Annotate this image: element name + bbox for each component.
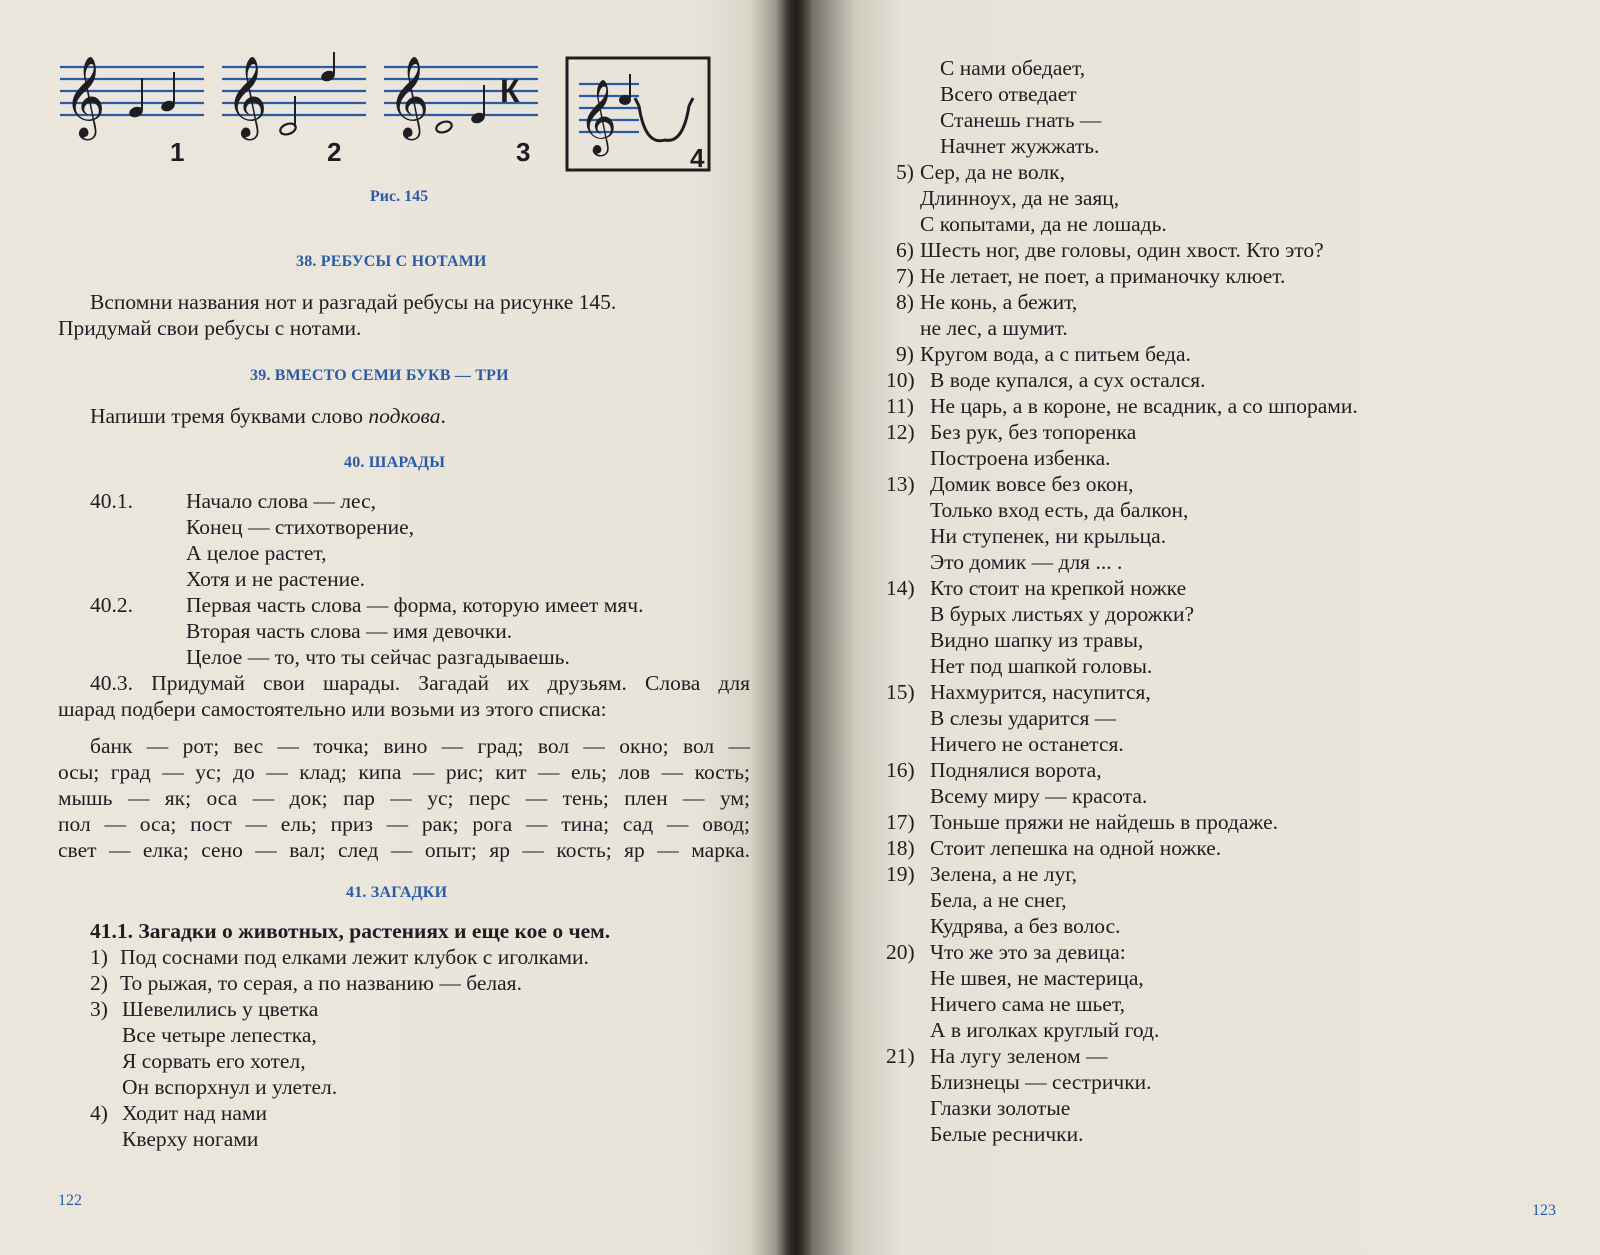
word-list-line: осы; град — ус; до — клад; кипа — рис; кит — ель; лов — кость; <box>58 760 750 784</box>
section-41-subheading: 41.1. Загадки о животных, растениях и еще кое о чем. <box>90 919 611 943</box>
riddle-line: Ходит над нами <box>122 1101 268 1125</box>
charade-line: Первая часть слова — форма, которую имеет мяч. <box>186 593 644 617</box>
riddle-line: Не конь, а бежит, <box>920 290 1078 314</box>
riddle-line: Зелена, а не луг, <box>930 862 1077 886</box>
rebus-label-1: 1 <box>170 137 185 167</box>
word-list-line: пол — оса; пост — ель; приз — рак; рога — тина; сад — овод; <box>58 812 750 836</box>
svg-text:𝄞: 𝄞 <box>64 55 106 137</box>
left-page <box>0 0 790 1255</box>
riddle-line: В бурых листьях у дорожки? <box>930 602 1195 626</box>
riddle-line: Видно шапку из травы, <box>930 628 1144 652</box>
riddle-line: Ничего сама не шьет, <box>930 992 1126 1016</box>
rebus-label-2: 2 <box>327 137 342 167</box>
riddle-line: В воде купался, а сух остался. <box>930 368 1206 392</box>
riddle-line: Всему миру — красота. <box>930 784 1148 808</box>
riddle-number: 6) <box>896 238 914 262</box>
riddle-line: Длинноух, да не заяц, <box>920 186 1120 210</box>
riddle-line: Начнет жужжать. <box>940 134 1100 158</box>
section-38-line-1: Вспомни названия нот и разгадай ребусы на рисунке 145. <box>90 290 617 314</box>
riddle-line: Все четыре лепестка, <box>122 1023 317 1047</box>
riddle-line: Кто стоит на крепкой ножке <box>930 576 1187 600</box>
riddle-line: Ничего не останется. <box>930 732 1124 756</box>
riddle-line: Домик вовсе без окон, <box>930 472 1134 496</box>
riddle-line: Бела, а не снег, <box>930 888 1067 912</box>
riddle-line: Не царь, а в короне, не всадник, а со шпорами. <box>930 394 1358 418</box>
riddle-line: Кудрява, а без волос. <box>930 914 1121 938</box>
riddle-line: Я сорвать его хотел, <box>122 1049 306 1073</box>
riddle-line: Близнецы — сестрички. <box>930 1070 1152 1094</box>
riddle-number: 16) <box>886 758 915 782</box>
word-list-line: свет — елка; сено — вал; след — опыт; яр — кость; яр — марка. <box>58 838 750 862</box>
riddle-line: Без рук, без топоренка <box>930 420 1137 444</box>
page-number-left: 122 <box>58 1192 82 1209</box>
charade-line: Вторая часть слова — имя девочки. <box>186 619 513 643</box>
riddle-line: Поднялися ворота, <box>930 758 1102 782</box>
riddle-number: 17) <box>886 810 915 834</box>
riddle-line: не лес, а шумит. <box>920 316 1068 340</box>
riddle-line: Глазки золотые <box>930 1096 1071 1120</box>
riddle-number: 14) <box>886 576 915 600</box>
riddle-number: 7) <box>896 264 914 288</box>
rebus-letter: К <box>500 73 520 109</box>
charade-line: Конец — стихотворение, <box>186 515 415 539</box>
riddle-number: 2) <box>90 971 108 995</box>
riddle-line: На лугу зеленом — <box>930 1044 1108 1068</box>
rebus-label-4: 4 <box>690 143 705 173</box>
charade-line: А целое растет, <box>186 541 327 565</box>
rebus-panel-3 <box>382 52 542 142</box>
charade-number: 40.2. <box>90 593 133 617</box>
riddle-line: В слезы ударится — <box>930 706 1117 730</box>
riddle-line: А в иголках круглый год. <box>930 1018 1160 1042</box>
riddle-line: Шевелились у цветка <box>122 997 319 1021</box>
charade-number: 40.1. <box>90 489 133 513</box>
charade-task-line-2: шарад подбери самостоятельно или возьми из этого списка: <box>58 697 607 721</box>
page-number-right: 123 <box>1532 1202 1556 1219</box>
riddle-line: Нет под шапкой головы. <box>930 654 1153 678</box>
riddle-line: Кверху ногами <box>122 1127 259 1151</box>
section-39-heading: 39. ВМЕСТО СЕМИ БУКВ — ТРИ <box>250 367 509 384</box>
riddle-line: Построена избенка. <box>930 446 1111 470</box>
riddle-line: Сер, да не волк, <box>920 160 1065 184</box>
riddle-number: 21) <box>886 1044 915 1068</box>
riddle-line: Под соснами под елками лежит клубок с иголками. <box>120 945 589 969</box>
svg-text:𝄞: 𝄞 <box>579 80 617 154</box>
word-list-line: мышь — як; оса — док; пар — ус; перс — тень; плен — ум; <box>58 786 750 810</box>
riddle-number: 11) <box>886 394 914 418</box>
riddle-line: То рыжая, то серая, а по названию — белая. <box>120 971 522 995</box>
svg-text:𝄞: 𝄞 <box>226 55 268 137</box>
riddle-number: 15) <box>886 680 915 704</box>
riddle-line: С нами обедает, <box>940 56 1086 80</box>
riddle-number: 19) <box>886 862 915 886</box>
riddle-line: Кругом вода, а с питьем беда. <box>920 342 1191 366</box>
riddle-number: 3) <box>90 997 108 1021</box>
riddle-line: Ни ступенек, ни крыльца. <box>930 524 1167 548</box>
section-39-text: Напиши тремя буквами слово подкова. <box>90 404 446 428</box>
riddle-line: Он вспорхнул и улетел. <box>122 1075 338 1099</box>
riddle-line: Не швея, не мастерица, <box>930 966 1144 990</box>
section-38-line-2: Придумай свои ребусы с нотами. <box>58 316 362 340</box>
charade-line: Начало слова — лес, <box>186 489 377 513</box>
riddle-line: Всего отведает <box>940 82 1077 106</box>
charade-line: Хотя и не растение. <box>186 567 366 591</box>
right-page <box>790 0 1600 1255</box>
charade-task-line-1: 40.3. Придумай свои шарады. Загадай их друзьям. Слова для <box>90 671 750 695</box>
rebus-panel-2 <box>220 52 370 142</box>
section-41-heading: 41. ЗАГАДКИ <box>346 884 448 901</box>
riddle-line: Не летает, не поет, а приманочку клюет. <box>920 264 1286 288</box>
riddle-line: С копытами, да не лошадь. <box>920 212 1167 236</box>
riddle-line: Станешь гнать — <box>940 108 1102 132</box>
riddle-number: 8) <box>896 290 914 314</box>
word-list-line: банк — рот; вес — точка; вино — град; вол — окно; вол — <box>90 734 750 758</box>
riddle-number: 12) <box>886 420 915 444</box>
riddle-number: 10) <box>886 368 915 392</box>
riddle-number: 13) <box>886 472 915 496</box>
riddle-line: Нахмурится, насупится, <box>930 680 1151 704</box>
section-40-heading: 40. ШАРАДЫ <box>344 454 446 471</box>
svg-text:𝄞: 𝄞 <box>388 55 430 137</box>
riddle-number: 18) <box>886 836 915 860</box>
riddle-number: 1) <box>90 945 108 969</box>
rebus-label-3: 3 <box>516 137 531 167</box>
riddle-line: Стоит лепешка на одной ножке. <box>930 836 1222 860</box>
rebus-panel-1 <box>58 52 208 142</box>
riddle-line: Шесть ног, две головы, один хвост. Кто это? <box>920 238 1324 262</box>
riddle-line: Только вход есть, да балкон, <box>930 498 1189 522</box>
book-spine-shadow <box>776 0 812 1255</box>
figure-caption: Рис. 145 <box>370 188 429 205</box>
riddle-number: 5) <box>896 160 914 184</box>
riddle-line: Белые реснички. <box>930 1122 1084 1146</box>
charade-line: Целое — то, что ты сейчас разгадываешь. <box>186 645 570 669</box>
riddle-line: Это домик — для ... . <box>930 550 1123 574</box>
section-38-heading: 38. РЕБУСЫ С НОТАМИ <box>296 253 487 270</box>
riddle-line: Что же это за девица: <box>930 940 1126 964</box>
riddle-number: 4) <box>90 1101 108 1125</box>
riddle-line: Тоньше пряжи не найдешь в продаже. <box>930 810 1279 834</box>
riddle-number: 9) <box>896 342 914 366</box>
riddle-number: 20) <box>886 940 915 964</box>
